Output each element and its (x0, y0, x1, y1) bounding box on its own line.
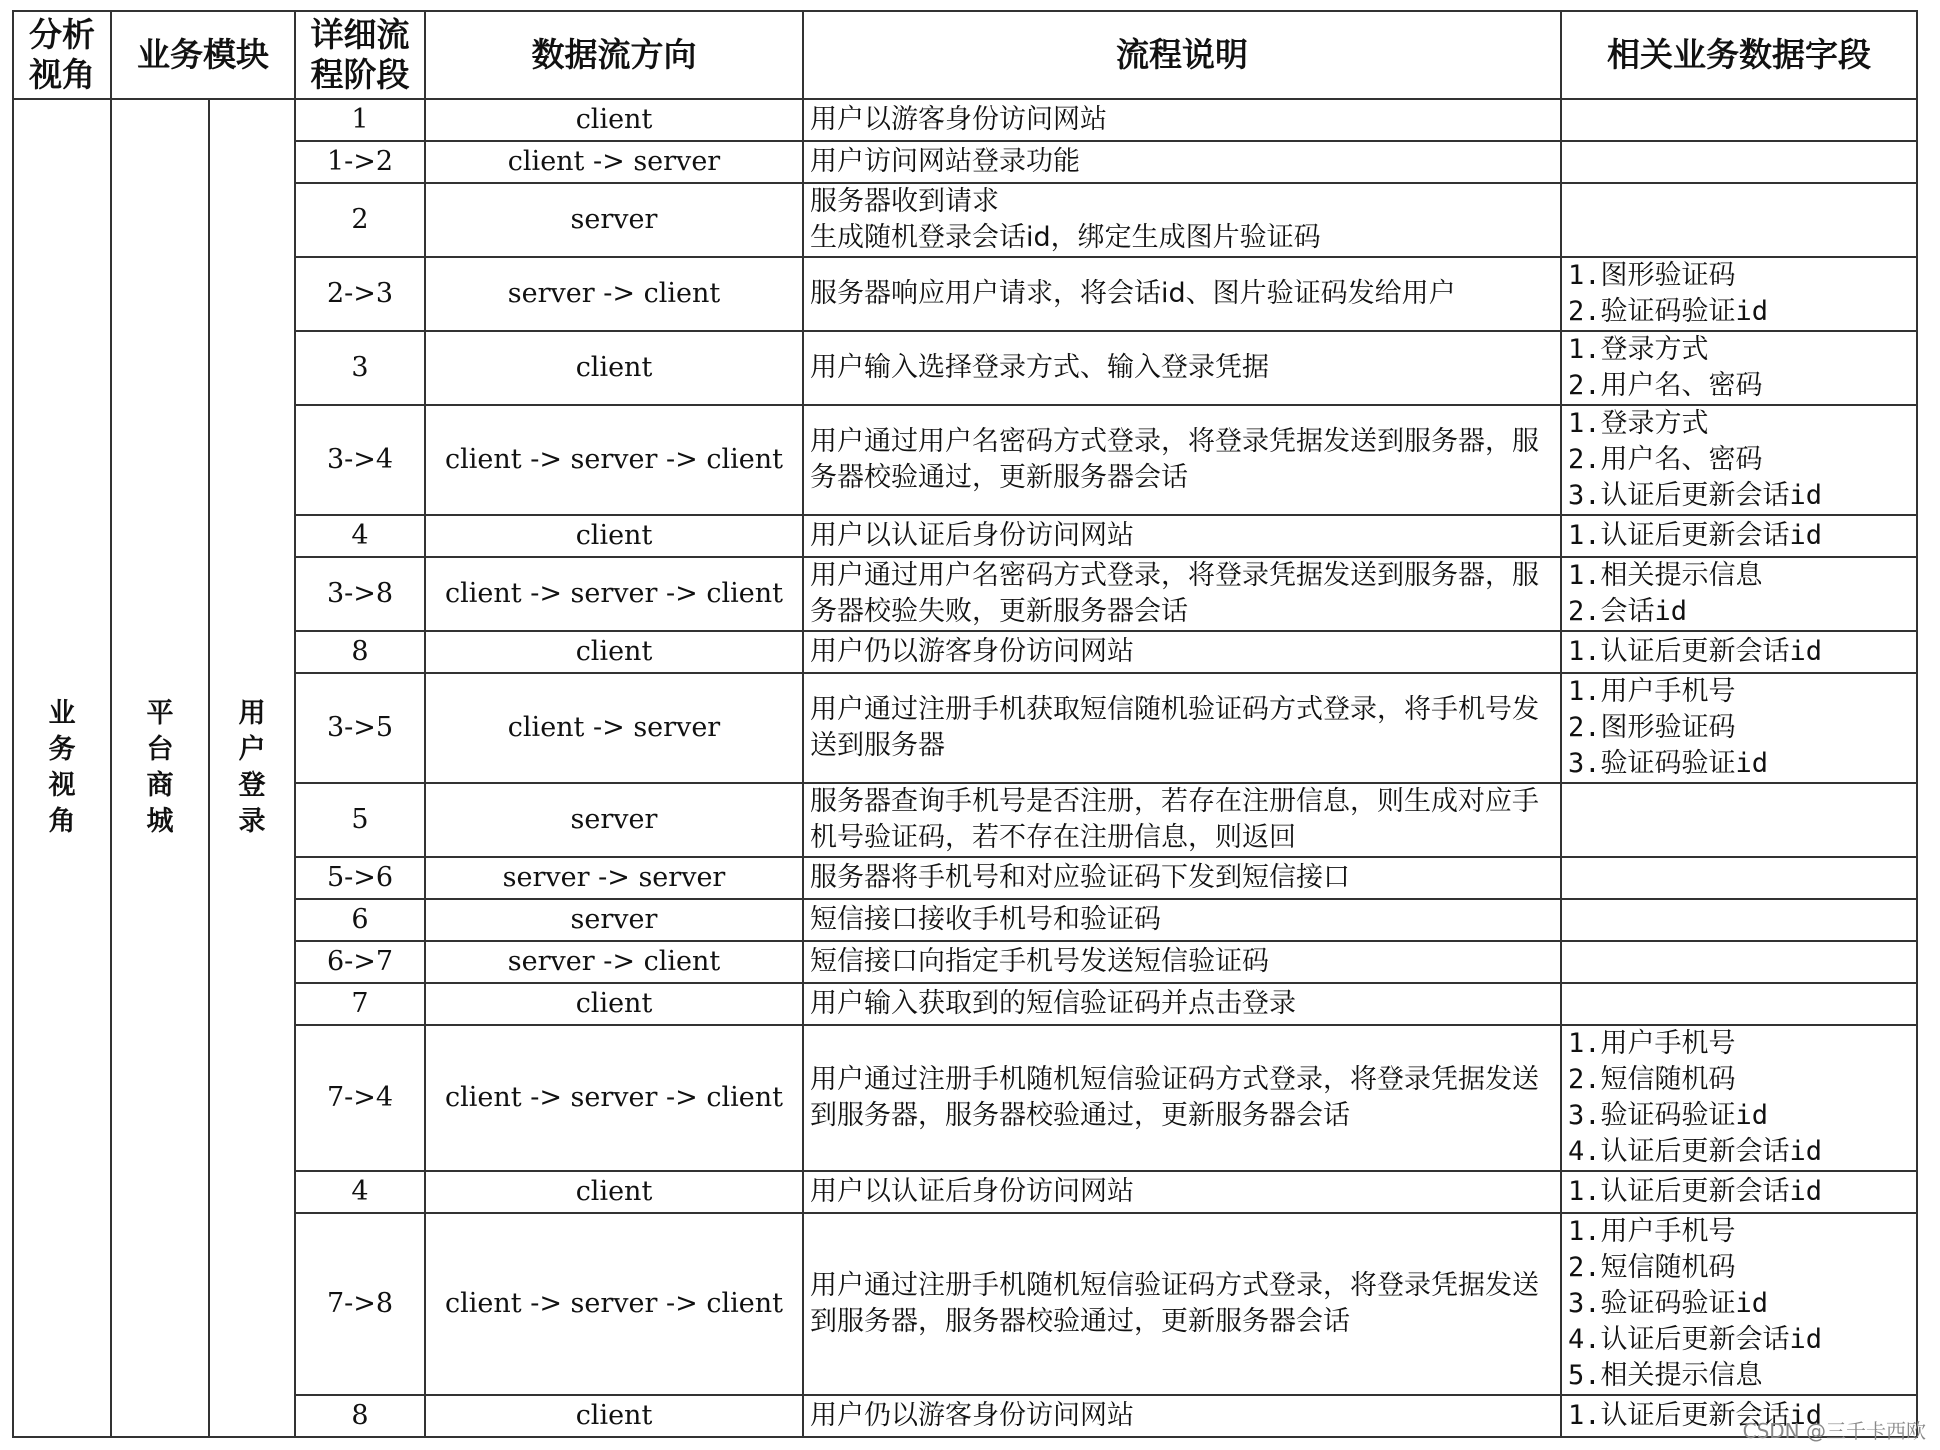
table-row (13, 257, 1917, 331)
description-cell: 用户以认证后身份访问网站 (803, 515, 1561, 557)
header-module: 业务模块 (111, 11, 295, 99)
direction-cell: client (425, 1395, 803, 1437)
table-row (13, 1213, 1917, 1395)
table-row (13, 1395, 1917, 1437)
stage-cell: 2 (295, 183, 425, 257)
fields-cell: 1.登录方式 2.用户名、密码 3.认证后更新会话id (1561, 405, 1917, 515)
description-cell: 用户访问网站登录功能 (803, 141, 1561, 183)
stage-cell: 2->3 (295, 257, 425, 331)
description-cell: 用户仍以游客身份访问网站 (803, 631, 1561, 673)
merged-module-label: 平台商城 (146, 698, 174, 837)
header-row (13, 11, 1917, 99)
direction-cell: server -> server (425, 857, 803, 899)
description-cell: 用户通过注册手机随机短信验证码方式登录，将登录凭据发送到服务器，服务器校验通过，更新服务器会话 (803, 1213, 1561, 1395)
stage-cell: 8 (295, 1395, 425, 1437)
table-row (13, 857, 1917, 899)
description-cell: 服务器收到请求 生成随机登录会话id，绑定生成图片验证码 (803, 183, 1561, 257)
table-row (13, 405, 1917, 515)
stage-cell: 6 (295, 899, 425, 941)
direction-cell: client -> server (425, 673, 803, 783)
fields-cell: 1.用户手机号 2.短信随机码 3.验证码验证id 4.认证后更新会话id 5.相关提示信息 (1561, 1213, 1917, 1395)
fields-cell (1561, 99, 1917, 141)
description-cell: 用户通过用户名密码方式登录，将登录凭据发送到服务器，服务器校验通过，更新服务器会话 (803, 405, 1561, 515)
description-cell: 用户以游客身份访问网站 (803, 99, 1561, 141)
stage-cell: 3 (295, 331, 425, 405)
header-perspective: 分析 视角 (13, 11, 111, 99)
stage-cell: 8 (295, 631, 425, 673)
stage-cell: 7 (295, 983, 425, 1025)
direction-cell: client (425, 99, 803, 141)
description-cell: 短信接口接收手机号和验证码 (803, 899, 1561, 941)
direction-cell: server (425, 183, 803, 257)
stage-cell: 3->8 (295, 557, 425, 631)
stage-cell: 7->8 (295, 1213, 425, 1395)
stage-cell: 6->7 (295, 941, 425, 983)
merged-perspective (13, 99, 111, 1437)
direction-cell: server -> client (425, 257, 803, 331)
header-fields: 相关业务数据字段 (1561, 11, 1917, 99)
fields-cell: 1.图形验证码 2.验证码验证id (1561, 257, 1917, 331)
merged-perspective-label: 业务视角 (48, 698, 76, 837)
description-cell: 用户输入选择登录方式、输入登录凭据 (803, 331, 1561, 405)
watermark: CSDN @三千卡西欧 (1742, 1419, 1926, 1443)
direction-cell: client -> server -> client (425, 1025, 803, 1171)
fields-cell (1561, 983, 1917, 1025)
description-cell: 用户仍以游客身份访问网站 (803, 1395, 1561, 1437)
direction-cell: server (425, 899, 803, 941)
direction-cell: client (425, 515, 803, 557)
merged-submodule-label: 用户登录 (238, 698, 266, 837)
description-cell: 短信接口向指定手机号发送短信验证码 (803, 941, 1561, 983)
stage-cell: 4 (295, 1171, 425, 1213)
direction-cell: client (425, 983, 803, 1025)
table-row (13, 515, 1917, 557)
stage-cell: 3->4 (295, 405, 425, 515)
fields-cell: 1.用户手机号 2.短信随机码 3.验证码验证id 4.认证后更新会话id (1561, 1025, 1917, 1171)
description-cell: 用户通过用户名密码方式登录，将登录凭据发送到服务器，服务器校验失败，更新服务器会话 (803, 557, 1561, 631)
description-cell: 服务器响应用户请求，将会话id、图片验证码发给用户 (803, 257, 1561, 331)
table-row (13, 631, 1917, 673)
table-row (13, 141, 1917, 183)
fields-cell: 1.认证后更新会话id (1561, 1395, 1917, 1437)
merged-submodule (209, 99, 295, 1437)
table-row (13, 557, 1917, 631)
direction-cell: server -> client (425, 941, 803, 983)
stage-cell: 4 (295, 515, 425, 557)
fields-cell (1561, 857, 1917, 899)
stage-cell: 5->6 (295, 857, 425, 899)
process-table (12, 10, 1918, 1438)
description-cell: 服务器查询手机号是否注册，若存在注册信息，则生成对应手机号验证码，若不存在注册信息，则返回 (803, 783, 1561, 857)
table-row (13, 1171, 1917, 1213)
table-row (13, 983, 1917, 1025)
direction-cell: client -> server -> client (425, 405, 803, 515)
stage-cell: 5 (295, 783, 425, 857)
description-cell: 用户通过注册手机获取短信随机验证码方式登录，将手机号发送到服务器 (803, 673, 1561, 783)
description-cell: 用户输入获取到的短信验证码并点击登录 (803, 983, 1561, 1025)
fields-cell (1561, 183, 1917, 257)
description-cell: 服务器将手机号和对应验证码下发到短信接口 (803, 857, 1561, 899)
table-row (13, 899, 1917, 941)
table-row (13, 1025, 1917, 1171)
direction-cell: client -> server (425, 141, 803, 183)
header-description: 流程说明 (803, 11, 1561, 99)
direction-cell: client -> server -> client (425, 557, 803, 631)
description-cell: 用户以认证后身份访问网站 (803, 1171, 1561, 1213)
fields-cell (1561, 783, 1917, 857)
merged-module (111, 99, 209, 1437)
fields-cell: 1.登录方式 2.用户名、密码 (1561, 331, 1917, 405)
direction-cell: client (425, 631, 803, 673)
table-body (13, 99, 1917, 1437)
stage-cell: 1 (295, 99, 425, 141)
stage-cell: 1->2 (295, 141, 425, 183)
fields-cell: 1.用户手机号 2.图形验证码 3.验证码验证id (1561, 673, 1917, 783)
table-row (13, 331, 1917, 405)
direction-cell: client (425, 1171, 803, 1213)
fields-cell (1561, 899, 1917, 941)
fields-cell: 1.相关提示信息 2.会话id (1561, 557, 1917, 631)
fields-cell: 1.认证后更新会话id (1561, 1171, 1917, 1213)
table-row (13, 941, 1917, 983)
stage-cell: 7->4 (295, 1025, 425, 1171)
table-row (13, 99, 1917, 141)
table-row (13, 673, 1917, 783)
table-row (13, 183, 1917, 257)
fields-cell (1561, 141, 1917, 183)
header-direction: 数据流方向 (425, 11, 803, 99)
fields-cell (1561, 941, 1917, 983)
fields-cell: 1.认证后更新会话id (1561, 515, 1917, 557)
stage-cell: 3->5 (295, 673, 425, 783)
direction-cell: client (425, 331, 803, 405)
table-row (13, 783, 1917, 857)
fields-cell: 1.认证后更新会话id (1561, 631, 1917, 673)
direction-cell: client -> server -> client (425, 1213, 803, 1395)
direction-cell: server (425, 783, 803, 857)
header-stage: 详细流 程阶段 (295, 11, 425, 99)
description-cell: 用户通过注册手机随机短信验证码方式登录，将登录凭据发送到服务器，服务器校验通过，更新服务器会话 (803, 1025, 1561, 1171)
